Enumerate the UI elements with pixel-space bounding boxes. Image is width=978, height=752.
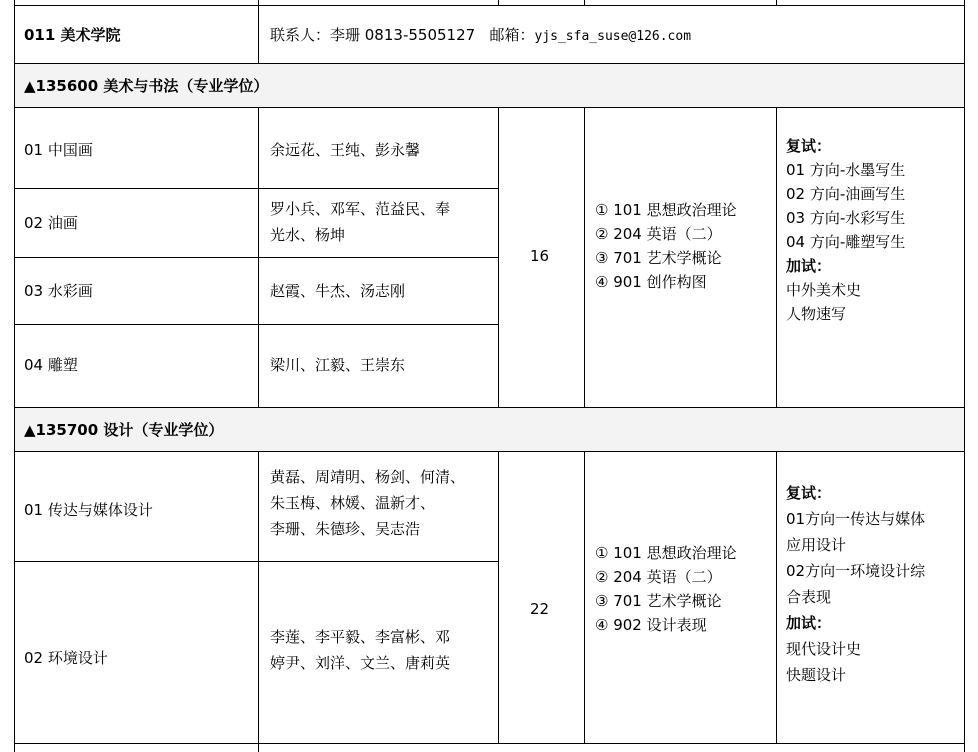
direction-name: 01 传达与媒体设计 <box>24 501 153 519</box>
exam-item: ① 101 思想政治理论 <box>595 201 737 219</box>
school-name: 011 美术学院 <box>24 26 121 44</box>
direction-teachers: 梁川、江毅、王崇东 <box>270 356 406 374</box>
teacher-line: 光水、杨坤 <box>270 226 346 244</box>
table-border <box>14 5 965 6</box>
table-border <box>776 451 777 743</box>
extra-item: 现代设计史 <box>786 640 862 658</box>
table-border <box>14 561 498 562</box>
exam-item: ③ 701 艺术学概论 <box>595 592 722 610</box>
teacher-line: 朱玉梅、林媛、温新才、 <box>270 494 436 512</box>
table-border <box>258 107 259 407</box>
exam-item: ② 204 英语（二） <box>595 225 722 243</box>
table-border <box>14 188 498 189</box>
school-contact <box>270 22 691 50</box>
retest-label: 复试： <box>786 137 832 155</box>
exam-item: ① 101 思想政治理论 <box>595 544 737 562</box>
table-border <box>498 0 499 6</box>
table-border <box>498 107 499 407</box>
teacher-line: 黄磊、周靖明、杨剑、何清、 <box>270 468 466 486</box>
program-title: ▲135700 设计（专业学位） <box>24 421 224 439</box>
retest-info <box>786 134 905 326</box>
exam-subjects <box>595 198 737 294</box>
retest-item: 01方向一传达与媒体 <box>786 510 926 528</box>
teacher-line: 李珊、朱德珍、吴志浩 <box>270 520 421 538</box>
extra-item: 中外美术史 <box>786 281 862 299</box>
table-border <box>776 107 777 407</box>
extra-label: 加试： <box>786 614 832 632</box>
table-border <box>258 451 259 752</box>
table-border <box>14 407 965 408</box>
extra-item: 人物速写 <box>786 305 847 323</box>
table-border <box>776 0 777 6</box>
teacher-line: 罗小兵、邓军、范益民、奉 <box>270 200 451 218</box>
table-border <box>14 107 965 108</box>
table-border <box>584 451 585 743</box>
direction-teachers <box>270 196 450 248</box>
table-border <box>498 451 499 743</box>
direction-name: 01 中国画 <box>24 141 93 159</box>
exam-item: ③ 701 艺术学概论 <box>595 249 722 267</box>
retest-item: 04 方向-雕塑写生 <box>786 233 906 251</box>
retest-info <box>786 480 925 688</box>
retest-item: 03 方向-水彩写生 <box>786 209 906 227</box>
exam-item: ④ 901 创作构图 <box>595 273 707 291</box>
table-border <box>14 63 965 64</box>
table-border <box>964 0 965 752</box>
contact-label: 联系人：李珊 0813-5505127 <box>270 26 476 44</box>
direction-teachers <box>270 464 465 542</box>
direction-teachers: 赵霞、牛杰、汤志刚 <box>270 282 406 300</box>
email-address: yjs_sfa_suse@126.com <box>534 29 692 44</box>
retest-item: 02方向一环境设计综 <box>786 562 926 580</box>
direction-name: 04 雕塑 <box>24 356 78 374</box>
teacher-line: 婷尹、刘洋、文兰、唐莉英 <box>270 654 451 672</box>
table-border <box>258 0 259 63</box>
direction-teachers <box>270 624 450 676</box>
direction-name: 02 油画 <box>24 214 78 232</box>
teacher-line: 李莲、李平毅、李富彬、邓 <box>270 628 451 646</box>
table-border <box>14 257 498 258</box>
retest-item: 01 方向-水墨写生 <box>786 161 906 179</box>
direction-name: 03 水彩画 <box>24 282 93 300</box>
program-title: ▲135600 美术与书法（专业学位） <box>24 77 269 95</box>
exam-item: ④ 902 设计表现 <box>595 616 707 634</box>
table-border <box>584 107 585 407</box>
retest-item: 合表现 <box>786 588 832 606</box>
direction-name: 02 环境设计 <box>24 649 108 667</box>
retest-item: 02 方向-油画写生 <box>786 185 906 203</box>
exam-item: ② 204 英语（二） <box>595 568 722 586</box>
table-border <box>14 743 965 744</box>
extra-item: 快题设计 <box>786 666 847 684</box>
exam-subjects <box>595 541 737 637</box>
table-border <box>14 0 15 752</box>
email-label: 邮箱： <box>489 26 535 44</box>
quota: 16 <box>530 247 550 265</box>
quota: 22 <box>530 600 550 618</box>
table-border <box>584 0 585 6</box>
direction-teachers: 余远花、王纯、彭永馨 <box>270 141 421 159</box>
extra-label: 加试： <box>786 257 832 275</box>
retest-item: 应用设计 <box>786 536 847 554</box>
table-border <box>14 451 965 452</box>
table-border <box>14 324 498 325</box>
retest-label: 复试： <box>786 484 832 502</box>
